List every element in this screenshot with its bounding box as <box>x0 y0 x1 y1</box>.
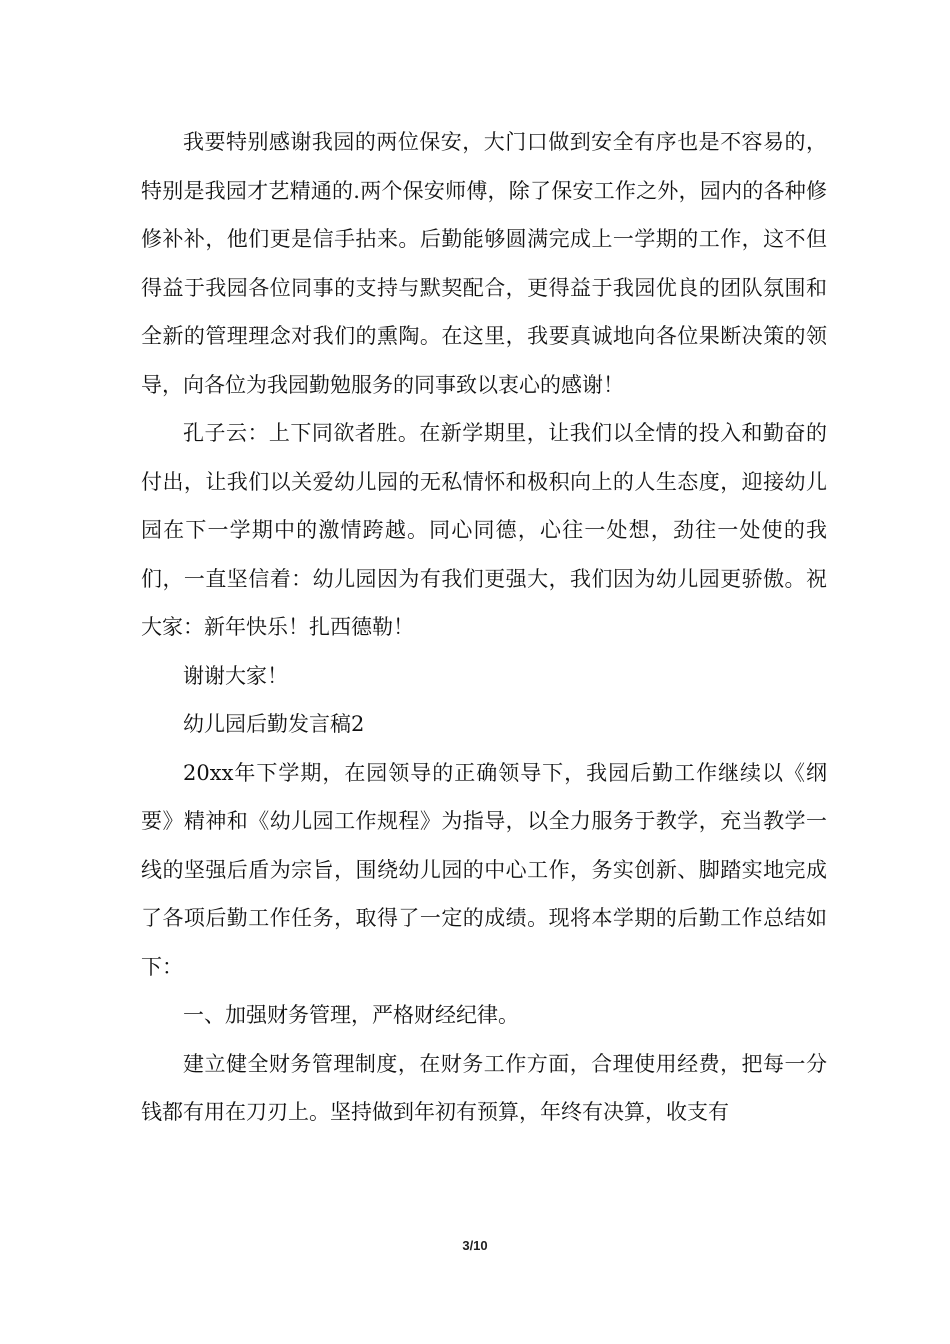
paragraph-semester-summary: 20xx年下学期，在园领导的正确领导下，我园后勤工作继续以《纲要》精神和《幼儿园工作规程》为指导，以全力服务于教学，充当教学一线的坚强后盾为宗旨，围绕幼儿园的中心工作，务实创新、脚踏实地完成了各项后勤工作任务，取得了一定的成绩。现将本学期的后勤工作总结如下： <box>141 760 827 979</box>
page-number: 3/10 <box>462 1238 488 1253</box>
paragraph-thanks-security: 我要特别感谢我园的两位保安，大门口做到安全有序也是不容易的，特别是我园才艺精通的.两个保安师傅，除了保安工作之外，园内的各种修修补补，他们更是信手拈来。后勤能够圆满完成上一学期的工作，这不但得益于我园各位同事的支持与默契配合，更得益于我园优良的团队氛围和全新的管理理念对我们的熏陶。在这里，我要真诚地向各位果断决策的领导，向各位为我园勤勉服务的同事致以衷心的感谢！ <box>141 130 827 397</box>
document-body <box>141 118 827 1137</box>
paragraph-confucius-quote: 孔子云：上下同欲者胜。在新学期里，让我们以全情的投入和勤奋的付出，让我们以关爱幼儿园的无私情怀和极积向上的人生态度，迎接幼儿园在下一学期中的激情跨越。同心同德，心往一处想，劲往一处使的我们，一直坚信着：幼儿园因为有我们更强大，我们因为幼儿园更骄傲。祝大家：新年快乐！扎西德勒！ <box>141 421 827 639</box>
paragraph-thank-everyone: 谢谢大家！ <box>183 663 288 688</box>
subheading-finance-management: 一、加强财务管理，严格财经纪律。 <box>183 1003 519 1027</box>
section-title-speech-2: 幼儿园后勤发言稿2 <box>183 712 365 736</box>
paragraph-finance-system: 建立健全财务管理制度，在财务工作方面，合理使用经费，把每一分钱都有用在刀刃上。坚持做到年初有预算，年终有决算，收支有 <box>141 1051 827 1124</box>
